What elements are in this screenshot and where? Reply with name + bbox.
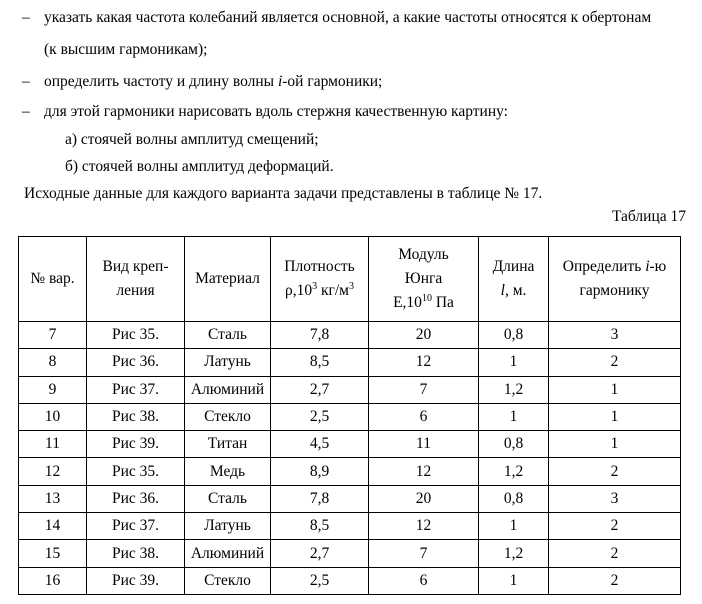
cell-density: 2,5 (271, 567, 369, 594)
cell-harmonic: 2 (549, 458, 681, 485)
table-row (19, 540, 681, 567)
table-row (19, 567, 681, 594)
cell-material: Латунь (185, 513, 271, 540)
cell-mount: Рис 36. (87, 349, 185, 376)
header-harmonic-a: Определить (562, 258, 646, 275)
list-item-2-text (44, 72, 382, 92)
cell-modulus: 6 (369, 567, 479, 594)
header-density-unit: кг/м (317, 282, 349, 299)
cell-length: 0,8 (479, 431, 549, 458)
cell-length: 1,2 (479, 540, 549, 567)
cell-mount: Рис 39. (87, 567, 185, 594)
header-length-var: l (500, 282, 505, 299)
header-material-label: Материал (195, 270, 260, 287)
cell-harmonic: 2 (549, 349, 681, 376)
cell-mount: Рис 37. (87, 513, 185, 540)
cell-mount: Рис 35. (87, 322, 185, 349)
cell-material: Стекло (185, 403, 271, 430)
header-density-exp: 3 (312, 280, 318, 292)
cell-material: Стекло (185, 567, 271, 594)
cell-modulus: 20 (369, 485, 479, 512)
table-row (19, 431, 681, 458)
cell-material: Алюминий (185, 540, 271, 567)
header-variant (19, 237, 87, 322)
table-caption: Таблица 17 (611, 208, 686, 225)
header-density-unit-exp: 3 (349, 280, 354, 292)
header-material (185, 237, 271, 322)
cell-variant: 11 (19, 431, 87, 458)
intro-paragraph (24, 184, 542, 204)
cell-length: 1,2 (479, 376, 549, 403)
header-harmonic-line2: гармонику (579, 282, 650, 299)
cell-variant: 13 (19, 485, 87, 512)
cell-variant: 14 (19, 513, 87, 540)
cell-modulus: 6 (369, 403, 479, 430)
header-harmonic-var: i (645, 258, 650, 275)
cell-harmonic: 3 (549, 322, 681, 349)
cell-variant: 12 (19, 458, 87, 485)
cell-material: Титан (185, 431, 271, 458)
list-item-3-text: для этой гармоники нарисовать вдоль стержня качественную картину: (44, 103, 508, 120)
cell-mount: Рис 38. (87, 403, 185, 430)
cell-material: Сталь (185, 322, 271, 349)
cell-length: 1,2 (479, 458, 549, 485)
list-item-1-continuation (44, 40, 207, 60)
list-item-2-text-b: -ой гармоники; (282, 73, 383, 90)
sub-item-a-text: а) стоячей волны амплитуд смещений; (65, 131, 319, 148)
cell-material: Медь (185, 458, 271, 485)
table-row (19, 485, 681, 512)
header-harmonic-b: -ю (649, 258, 667, 275)
table-header-row (19, 237, 681, 322)
header-modulus-line2: Юнга (404, 270, 443, 287)
table-row (19, 458, 681, 485)
cell-harmonic: 2 (549, 513, 681, 540)
header-length-unit: , м. (504, 282, 527, 299)
cell-variant: 16 (19, 567, 87, 594)
data-table (18, 236, 681, 595)
cell-density: 2,7 (271, 540, 369, 567)
header-mount-line2: ления (116, 282, 155, 299)
cell-variant: 10 (19, 403, 87, 430)
cell-harmonic: 2 (549, 567, 681, 594)
cell-harmonic: 2 (549, 540, 681, 567)
cell-material: Латунь (185, 349, 271, 376)
header-modulus-prefix: E,10 (393, 294, 422, 311)
cell-density: 2,5 (271, 403, 369, 430)
cell-mount: Рис 35. (87, 458, 185, 485)
cell-variant: 15 (19, 540, 87, 567)
cell-modulus: 12 (369, 349, 479, 376)
header-density (271, 237, 369, 322)
cell-length: 1 (479, 513, 549, 540)
cell-modulus: 7 (369, 540, 479, 567)
variable-i: i (277, 73, 283, 90)
table-body (19, 322, 681, 595)
bullet-dash: – (22, 103, 30, 120)
table-row (19, 349, 681, 376)
cell-modulus: 20 (369, 322, 479, 349)
header-density-line1: Плотность (284, 258, 355, 275)
cell-density: 8,5 (271, 349, 369, 376)
list-item-1-text: указать какая частота колебаний является основной, а какие частоты относятся к обертонам (44, 9, 652, 26)
cell-density: 8,5 (271, 513, 369, 540)
cell-variant: 7 (19, 322, 87, 349)
header-modulus-exp: 10 (421, 292, 432, 304)
intro-paragraph-text: Исходные данные для каждого варианта задачи представлены в таблице № 17. (24, 185, 543, 202)
table-row (19, 513, 681, 540)
sub-item-b (65, 157, 334, 177)
cell-mount: Рис 38. (87, 540, 185, 567)
cell-density: 2,7 (271, 376, 369, 403)
list-item-2-text-a: определить частоту и длину волны (44, 73, 278, 90)
bullet-dash: – (22, 73, 30, 90)
cell-material: Сталь (185, 485, 271, 512)
header-modulus-unit: Па (431, 294, 454, 311)
cell-length: 1 (479, 567, 549, 594)
cell-length: 1 (479, 403, 549, 430)
header-length (479, 237, 549, 322)
cell-harmonic: 3 (549, 485, 681, 512)
cell-mount: Рис 36. (87, 485, 185, 512)
cell-length: 0,8 (479, 322, 549, 349)
header-density-prefix: ρ,10 (284, 282, 313, 299)
header-length-line1: Длина (492, 258, 535, 275)
cell-modulus: 11 (369, 431, 479, 458)
cell-modulus: 12 (369, 458, 479, 485)
cell-length: 1 (479, 349, 549, 376)
cell-density: 7,8 (271, 322, 369, 349)
sub-item-a (65, 130, 319, 150)
table-row (19, 376, 681, 403)
list-item-1-text-2: (к высшим гармоникам); (44, 41, 208, 58)
header-modulus-line1: Модуль (398, 246, 449, 263)
cell-modulus: 12 (369, 513, 479, 540)
cell-density: 4,5 (271, 431, 369, 458)
cell-length: 0,8 (479, 485, 549, 512)
sub-item-b-text: б) стоячей волны амплитуд деформаций. (65, 158, 334, 175)
header-modulus (369, 237, 479, 322)
cell-harmonic: 1 (549, 376, 681, 403)
header-mount-line1: Вид креп- (102, 258, 169, 275)
cell-harmonic: 1 (549, 403, 681, 430)
cell-density: 7,8 (271, 485, 369, 512)
cell-mount: Рис 39. (87, 431, 185, 458)
header-mount (87, 237, 185, 322)
table-row (19, 403, 681, 430)
header-variant-label: № вар. (30, 270, 75, 287)
table-row (19, 322, 681, 349)
cell-variant: 8 (19, 349, 87, 376)
bullet-dash: – (22, 9, 30, 26)
header-harmonic (549, 237, 681, 322)
cell-harmonic: 1 (549, 431, 681, 458)
cell-variant: 9 (19, 376, 87, 403)
cell-mount: Рис 37. (87, 376, 185, 403)
cell-density: 8,9 (271, 458, 369, 485)
cell-modulus: 7 (369, 376, 479, 403)
cell-material: Алюминий (185, 376, 271, 403)
